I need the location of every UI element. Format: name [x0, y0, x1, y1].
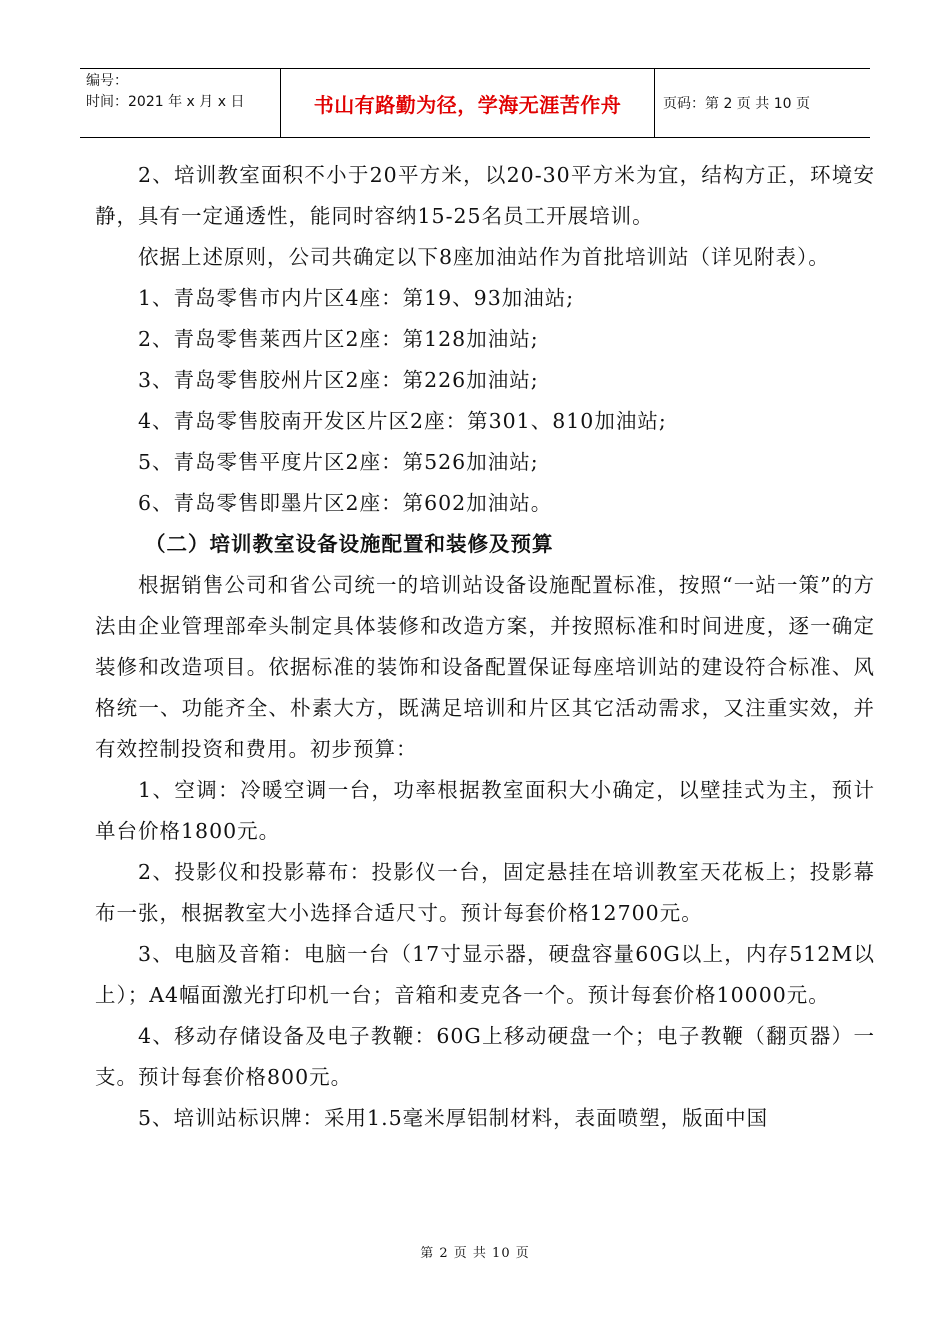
list-item: 5、培训站标识牌：采用1.5毫米厚铝制材料，表面喷塑，版面中国 — [138, 1106, 769, 1130]
list-item: 1、空调：冷暖空调一台，功率根据教室面积大小确定，以壁挂式为主，预计单台价格1800元。 — [95, 778, 875, 843]
paragraph: 根据销售公司和省公司统一的培训站设备设施配置标准，按照“一站一策”的方法由企业管理部牵头制定具体装修和改造方案，并按照标准和时间进度，逐一确定装修和改造项目。依据标准的装饰和设备配置保证每座培训站的建设符合标准、风格统一、功能齐全、朴素大方，既满足培训和片区其它活动需求，又注重实效，并有效控制投资和费用。初步预算： — [95, 573, 875, 761]
list-item: 3、电脑及音箱：电脑一台（17寸显示器，硬盘容量60G以上，内存512M以上）；A4幅面激光打印机一台；音箱和麦克各一个。预计每套价格10000元。 — [95, 942, 875, 1007]
page-footer: 第 2 页 共 10 页 — [420, 1246, 530, 1261]
list-item: 4、移动存储设备及电子教鞭：60G上移动硬盘一个；电子教鞭（翻页器）一支。预计每套价格800元。 — [95, 1024, 875, 1089]
header-motto: 书山有路勤为径，学海无涯苦作舟 — [313, 92, 622, 117]
list-item: 2、投影仪和投影幕布：投影仪一台，固定悬挂在培训教室天花板上；投影幕布一张，根据教室大小选择合适尺寸。预计每套价格12700元。 — [95, 860, 875, 925]
list-item: 3、青岛零售胶州片区2座：第226加油站; — [138, 368, 539, 392]
list-item: 2、青岛零售莱西片区2座：第128加油站; — [138, 327, 539, 351]
list-item: 5、青岛零售平度片区2座：第526加油站; — [138, 450, 539, 474]
list-item: 4、青岛零售胶南开发区片区2座：第301、810加油站; — [138, 409, 667, 433]
section-heading: （二）培训教室设备设施配置和装修及预算 — [145, 532, 554, 556]
list-item: 1、青岛零售市内片区4座：第19、93加油站; — [138, 286, 575, 310]
header-meta — [80, 69, 281, 137]
page-header — [80, 68, 870, 138]
number-label: 编号： — [86, 73, 128, 89]
time-label: 时间：2021 年 x 月 x 日 — [86, 94, 245, 110]
paragraph: 依据上述原则，公司共确定以下8座加油站作为首批培训站（详见附表）。 — [138, 245, 830, 269]
header-page-info: 页码：第 2 页 共 10 页 — [663, 96, 810, 112]
list-item: 6、青岛零售即墨片区2座：第602加油站。 — [138, 491, 553, 515]
header-motto-cell — [281, 69, 655, 137]
document-body — [95, 155, 875, 1139]
paragraph: 2、培训教室面积不小于20平方米，以20-30平方米为宜，结构方正，环境安静，具有一定通透性，能同时容纳15-25名员工开展培训。 — [95, 163, 875, 228]
